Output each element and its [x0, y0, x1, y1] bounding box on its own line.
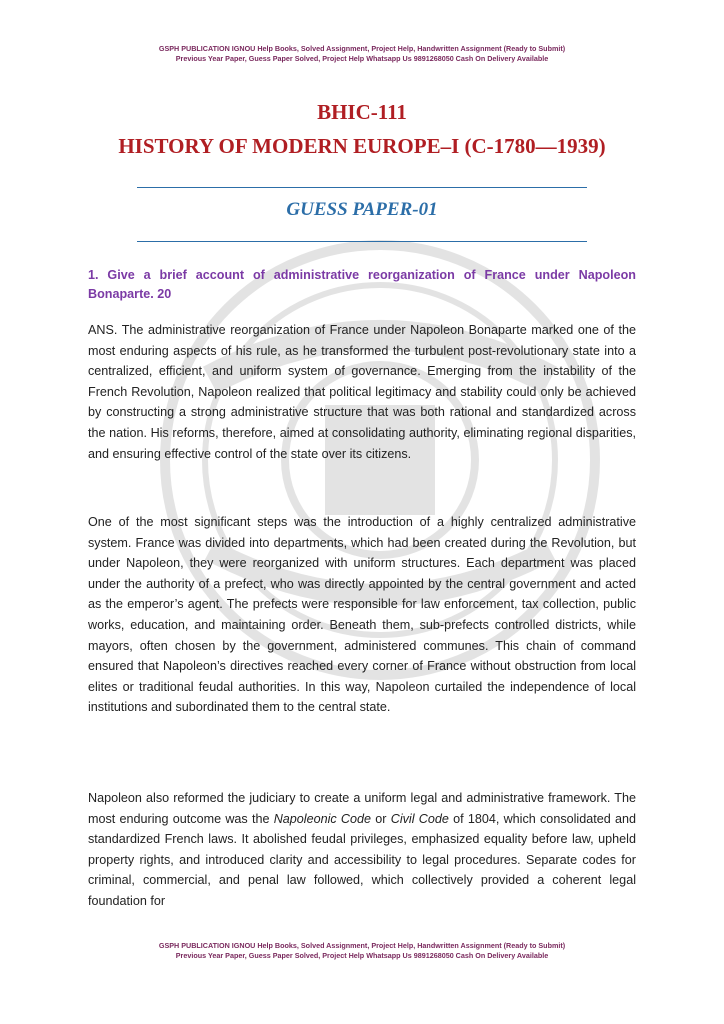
answer-paragraph-1: ANS. The administrative reorganization of France under Napoleon Bonaparte marked one of the most enduring aspects of his rule, as he transformed the turbulent post-revolutionary state into a centralized, efficient, and uniform system of governance. Emerging from the instability of the French Revolution, Napoleon realized that political legitimacy and stability could only be achieved by constructing a strong administrative structure that was both rational and standardized across the nation. His reforms, therefore, aimed at consolidating authority, eliminating regional disparities, and ensuring effective control of the state over its citizens. — [88, 323, 636, 461]
answer-paragraph-2: One of the most significant steps was the introduction of a highly centralized administrative system. France was divided into departments, which had been created during the Revolution, but under Napoleon, they were reorganized with uniform structures. Each department was placed under the authority of a prefect, who was directly appointed by the central government and acted as the emperor’s agent. The prefects were responsible for law enforcement, tax collection, public works, education, and maintaining order. Beneath them, sub-prefects controlled districts, while mayors, often chosen by the government, administered communes. This chain of command ensured that Napoleon’s directives reached every corner of France without obstruction from local elites or traditional feudal authorities. In this way, Napoleon curtailed the independence of local institutions and subordinated them to the central state. — [88, 515, 636, 715]
publisher-footer — [0, 941, 724, 961]
publisher-header — [0, 44, 724, 64]
question-heading: 1. Give a brief account of administrative reorganization of France under Napoleon Bonaparte. 20 — [88, 268, 636, 301]
guess-paper-title: GUESS PAPER-01 — [286, 199, 438, 220]
paragraph-3-or: or — [371, 811, 391, 826]
paragraph-3-part-a: Napoleon also reformed the judiciary to create a uniform legal and administrative framework. The most enduring outcome was the — [88, 791, 636, 826]
title-divider-top — [137, 187, 587, 188]
paragraph-3-part-b: of 1804, which consolidated and standardized French laws. It abolished feudal privileges, emphasized equality before law, upheld property rights, and introduced clarity and accessibility to legal procedures. Separate codes for criminal, commercial, and penal law followed, which collectively provided a coherent legal foundation for — [88, 811, 636, 908]
answer-paragraph-3 — [88, 788, 636, 912]
footer-line-1: GSPH PUBLICATION IGNOU Help Books, Solved Assignment, Project Help, Handwritten Assignment (Ready to Submit) — [158, 941, 566, 950]
course-title: HISTORY OF MODERN EUROPE–I (C-1780—1939) — [118, 134, 606, 158]
civil-code-term: Civil Code — [390, 811, 449, 826]
napoleonic-code-term: Napoleonic Code — [273, 811, 372, 826]
header-line-2: Previous Year Paper, Guess Paper Solved, Project Help Whatsapp Us 9891268050 Cash On Delivery Available — [175, 54, 549, 63]
footer-line-2: Previous Year Paper, Guess Paper Solved, Project Help Whatsapp Us 9891268050 Cash On Delivery Available — [175, 951, 549, 960]
course-code: BHIC-111 — [317, 100, 407, 124]
title-divider-bottom — [137, 241, 587, 242]
header-line-1: GSPH PUBLICATION IGNOU Help Books, Solved Assignment, Project Help, Handwritten Assignment (Ready to Submit) — [158, 44, 566, 53]
